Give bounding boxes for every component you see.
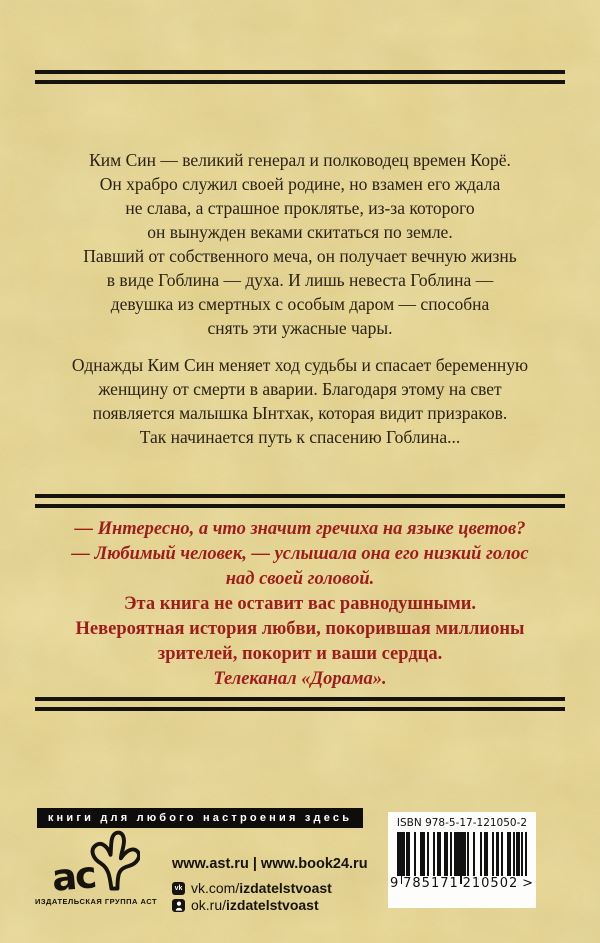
separator-top [35, 70, 565, 84]
review-line: Невероятная история любви, покорившая миллионы [75, 619, 525, 639]
quote-dialogue-line: — Любимый человек, — услышала она его низкий голос [71, 544, 529, 564]
publisher-websites: www.ast.ru | www.book24.ru [172, 856, 368, 872]
barcode-bars [397, 832, 527, 876]
quote-block [10, 517, 590, 692]
review-line: Эта книга не оставит вас равнодушными. [123, 594, 477, 614]
annotation-line: женщину от смерти в аварии. Благодаря этому на свет [98, 379, 502, 399]
quote-dialogue-line: над своей головой. [225, 569, 375, 589]
annotation-line: Однажды Ким Син меняет ход судьбы и спасает беременную [71, 355, 529, 375]
barcode [388, 812, 536, 908]
quote-dialogue-line: — Интересно, а что значит гречиха на языке цветов? [74, 519, 526, 539]
slogan-bar [37, 808, 363, 828]
annotation-line: Так начинается путь к спасению Гоблина... [139, 427, 461, 447]
vk-icon: vk [172, 882, 185, 895]
annotation-line: в виде Гоблина — духа. И лишь невеста Гоблина — [106, 270, 494, 290]
review-line: зрителей, покорит и ваши сердца. [157, 644, 443, 664]
annotation-paragraph-2 [20, 353, 580, 449]
separator-bottom [35, 697, 565, 711]
vk-link [172, 880, 368, 897]
publisher-caption: ИЗДАТЕЛЬСКАЯ ГРУППА АСТ [34, 897, 158, 906]
annotation-line: он вынужден веками скитаться по земле. [147, 222, 453, 242]
publisher-logo-letters: ас [49, 853, 97, 900]
annotation-line: появляется малышка Ынтхак, которая видит призраков. [92, 403, 508, 423]
slogan-text: книги для любого настроения здесь [47, 812, 353, 824]
annotation-line: снять эти ужасные чары. [207, 318, 393, 338]
annotation-line: девушка из смертных с особым даром — способна [110, 294, 490, 314]
annotation-line: Он храбро служил своей родине, но взамен его ждала [99, 174, 501, 194]
ast-cactus-icon [88, 828, 140, 892]
vk-url: vk.com/izdatelstvoast [191, 880, 332, 896]
ok-url: ok.ru/izdatelstvoast [191, 897, 319, 913]
isbn-number: ISBN 978-5-17-121050-2 [396, 817, 528, 829]
barcode-digits: 9 785171 210502 > [390, 876, 534, 891]
ok-icon [172, 899, 185, 912]
ok-link [172, 897, 368, 914]
publisher-links [172, 856, 368, 914]
quote-attribution: Телеканал «Дорама». [213, 669, 387, 689]
annotation-line: не слава, а страшное проклятье, из-за которого [125, 198, 475, 218]
separator-middle [35, 494, 565, 508]
annotation-paragraph-1 [20, 148, 580, 340]
annotation-text [20, 148, 580, 449]
annotation-line: Ким Син — великий генерал и полководец времен Корё. [89, 150, 511, 170]
annotation-line: Павший от собственного меча, он получает вечную жизнь [83, 246, 517, 266]
publisher-logo [30, 826, 162, 906]
